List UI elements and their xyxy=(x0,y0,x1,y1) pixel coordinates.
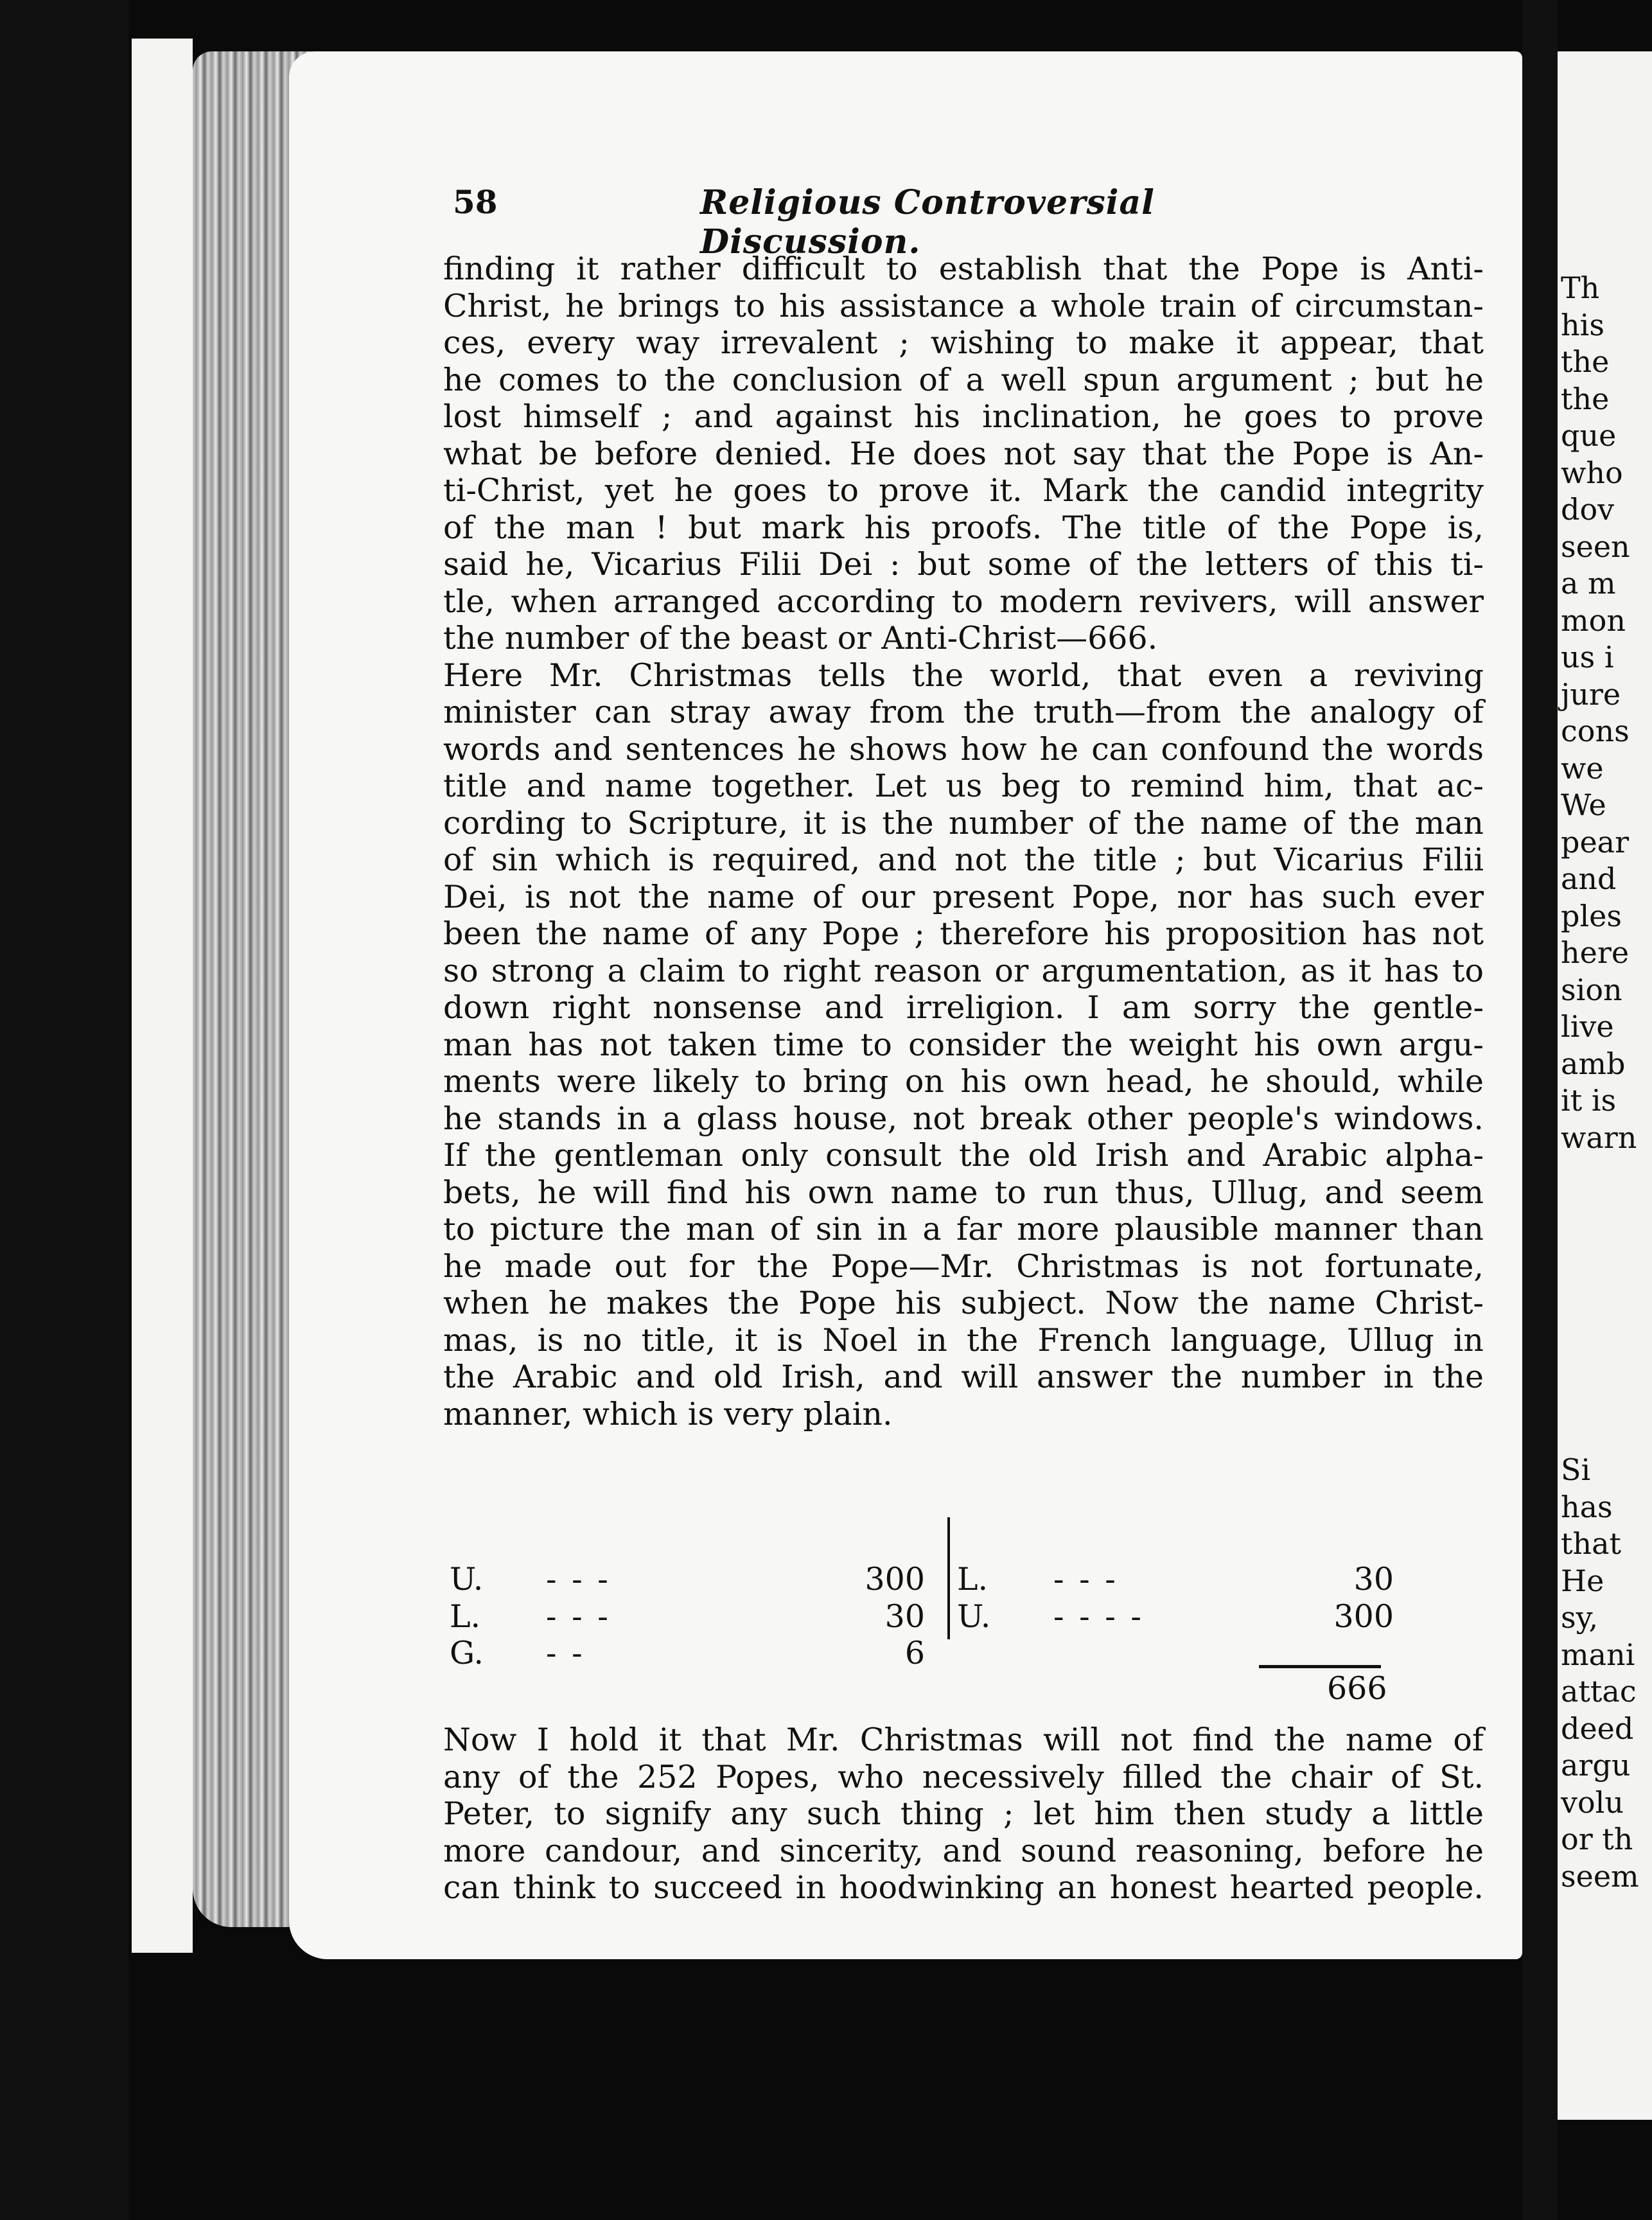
running-title: Religious Controversial Discussion. xyxy=(700,183,1155,261)
calc-dots: - - xyxy=(546,1635,585,1671)
facing-page-fragment: live xyxy=(1561,1009,1614,1044)
facing-page-fragment: the xyxy=(1561,381,1610,416)
calculation-left-column xyxy=(450,1561,925,1672)
calculation-divider xyxy=(947,1517,950,1639)
calc-value: 30 xyxy=(1353,1561,1394,1598)
calc-letter: G. xyxy=(450,1635,484,1671)
text-line: said he, Vicarius Filii Dei : but some of the letters of this ti- xyxy=(443,546,1484,583)
text-line: he made out for the Pope—Mr. Christmas is not fortunate, xyxy=(443,1247,1484,1285)
calculation-row xyxy=(450,1561,925,1598)
facing-page-fragment: his xyxy=(1561,307,1604,342)
calc-dots: - - - xyxy=(546,1561,611,1598)
facing-page-fragment: we xyxy=(1561,750,1604,786)
text-line: Peter, to signify any such thing ; let him then study a little xyxy=(443,1795,1484,1832)
text-line: Now I hold it that Mr. Christmas will not find the name of xyxy=(443,1722,1484,1758)
calculation-row xyxy=(957,1598,1394,1635)
calculation-total: 666 xyxy=(1327,1670,1387,1707)
calculation-row xyxy=(450,1598,925,1635)
calc-value: 300 xyxy=(865,1561,925,1598)
facing-page-fragment: and xyxy=(1561,861,1617,896)
text-line: man has not taken time to consider the weight his own argu- xyxy=(443,1026,1484,1063)
main-text xyxy=(443,251,1484,1432)
calc-letter: U. xyxy=(450,1561,484,1598)
text-line: when he makes the Pope his subject. Now the name Christ- xyxy=(443,1285,1484,1321)
facing-page-fragment: warn xyxy=(1561,1120,1637,1155)
facing-page-fragment: the xyxy=(1561,344,1610,379)
facing-page-fragment: or th xyxy=(1561,1822,1633,1856)
calc-dots: - - - - xyxy=(1053,1598,1144,1635)
text-line: ces, every way irrevalent ; wishing to make it appear, that xyxy=(443,324,1484,361)
facing-page-fragment: that xyxy=(1561,1526,1622,1561)
facing-page-fragment: ples xyxy=(1561,898,1622,933)
calc-dots: - - - xyxy=(1053,1561,1118,1598)
text-line: more candour, and sincerity, and sound reasoning, before he xyxy=(443,1832,1484,1869)
facing-page-fragment: mon xyxy=(1561,603,1626,638)
text-line: title and name together. Let us beg to remind him, that ac- xyxy=(443,768,1484,804)
preceding-leaf-edge xyxy=(132,39,193,1953)
text-line: finding it rather difficult to establish that the Pope is Anti- xyxy=(443,251,1484,287)
facing-page-fragment: Th xyxy=(1561,270,1600,305)
facing-page-fragment: who xyxy=(1561,455,1623,490)
facing-page-fragment: argu xyxy=(1561,1748,1631,1783)
facing-page-fragment: mani xyxy=(1561,1637,1635,1672)
page-header xyxy=(453,183,1294,261)
text-line: Dei, is not the name of our present Pope, nor has such ever xyxy=(443,878,1484,915)
text-line: cording to Scripture, it is the number of the name of the man xyxy=(443,804,1484,841)
name-number-calculation xyxy=(450,1561,1452,1722)
closing-paragraph xyxy=(443,1722,1484,1907)
text-line: lost himself ; and against his inclination, he goes to prove xyxy=(443,398,1484,435)
text-line: ti-Christ, yet he goes to prove it. Mark the candid integrity xyxy=(443,472,1484,509)
text-line: Here Mr. Christmas tells the world, that even a reviving xyxy=(443,656,1484,694)
text-line: can think to succeed in hoodwinking an honest hearted people. xyxy=(443,1869,1484,1906)
calc-letter: L. xyxy=(957,1561,989,1598)
facing-page-fragment: sy, xyxy=(1561,1600,1599,1635)
calc-value: 300 xyxy=(1333,1598,1394,1635)
calc-value: 30 xyxy=(884,1598,925,1635)
calc-dots: - - - xyxy=(546,1598,611,1635)
facing-page-fragment: us i xyxy=(1561,640,1614,674)
page-number: 58 xyxy=(453,183,498,221)
facing-page-fragment: jure xyxy=(1561,676,1621,712)
facing-page-fragment: volu xyxy=(1561,1784,1624,1820)
text-line: If the gentleman only consult the old Irish and Arabic alpha- xyxy=(443,1137,1484,1174)
calc-value: 6 xyxy=(904,1635,925,1671)
facing-page-fragment: here xyxy=(1561,935,1630,970)
facing-page-fragment: a m xyxy=(1561,566,1616,601)
facing-page-bottom-fragments xyxy=(1558,1452,1639,1895)
book-gutter xyxy=(1522,0,1558,2220)
facing-page-fragment: He xyxy=(1561,1563,1604,1598)
text-line: minister can stray away from the truth—from the analogy of xyxy=(443,694,1484,730)
facing-page-fragment: que xyxy=(1561,418,1617,453)
text-line: he stands in a glass house, not break other people's windows. xyxy=(443,1100,1484,1137)
text-line: Christ, he brings to his assistance a whole train of circumstan- xyxy=(443,287,1484,324)
text-line: the Arabic and old Irish, and will answer the number in the xyxy=(443,1359,1484,1395)
text-line: tle, when arranged according to modern revivers, will answer xyxy=(443,583,1484,620)
sum-rule xyxy=(1259,1665,1381,1668)
text-line: ments were likely to bring on his own head, he should, while xyxy=(443,1063,1484,1100)
calculation-row xyxy=(957,1561,1394,1598)
text-line: so strong a claim to right reason or argumentation, as it has to xyxy=(443,952,1484,989)
text-line: what be before denied. He does not say that the Pope is An- xyxy=(443,435,1484,472)
text-line: words and sentences he shows how he can confound the words xyxy=(443,730,1484,768)
text-line: to picture the man of sin in a far more plausible manner than xyxy=(443,1211,1484,1247)
calculation-right-column xyxy=(957,1561,1394,1635)
text-line: manner, which is very plain. xyxy=(443,1395,893,1432)
facing-page-fragment: We xyxy=(1561,788,1606,822)
text-line: of sin which is required, and not the title ; but Vicarius Filii xyxy=(443,841,1484,878)
facing-page-fragment: attac xyxy=(1561,1674,1637,1709)
text-line: mas, is no title, it is Noel in the French language, Ullug in xyxy=(443,1321,1484,1359)
text-line: the number of the beast or Anti-Christ—666. xyxy=(443,620,1158,656)
facing-page-fragment: it is xyxy=(1561,1083,1617,1118)
facing-page-fragment: sion xyxy=(1561,972,1622,1007)
facing-page-fragment: Si xyxy=(1561,1452,1591,1487)
facing-page-fragment: cons xyxy=(1561,714,1630,748)
facing-page-fragment: pear xyxy=(1561,824,1630,859)
text-line: bets, he will find his own name to run thus, Ullug, and seem xyxy=(443,1174,1484,1211)
facing-page xyxy=(1558,51,1652,2120)
facing-page-top-fragments xyxy=(1558,270,1637,1156)
facing-page-fragment: dov xyxy=(1561,492,1615,527)
facing-page-fragment: deed xyxy=(1561,1711,1634,1746)
text-line: he comes to the conclusion of a well spun argument ; but he xyxy=(443,361,1484,398)
calculation-row xyxy=(450,1635,925,1672)
facing-page-fragment: amb xyxy=(1561,1046,1626,1081)
text-line: any of the 252 Popes, who necessively filled the chair of St. xyxy=(443,1758,1484,1795)
facing-page-fragment: has xyxy=(1561,1489,1613,1524)
facing-page-fragment: seem xyxy=(1561,1858,1639,1894)
text-line: down right nonsense and irreligion. I am sorry the gentle- xyxy=(443,989,1484,1026)
scan-left-margin xyxy=(0,0,128,2220)
facing-page-fragment: seen xyxy=(1561,529,1630,564)
text-line: of the man ! but mark his proofs. The title of the Pope is, xyxy=(443,509,1484,546)
calc-letter: U. xyxy=(957,1598,991,1635)
calc-letter: L. xyxy=(450,1598,481,1635)
text-line: been the name of any Pope ; therefore his proposition has not xyxy=(443,915,1484,952)
